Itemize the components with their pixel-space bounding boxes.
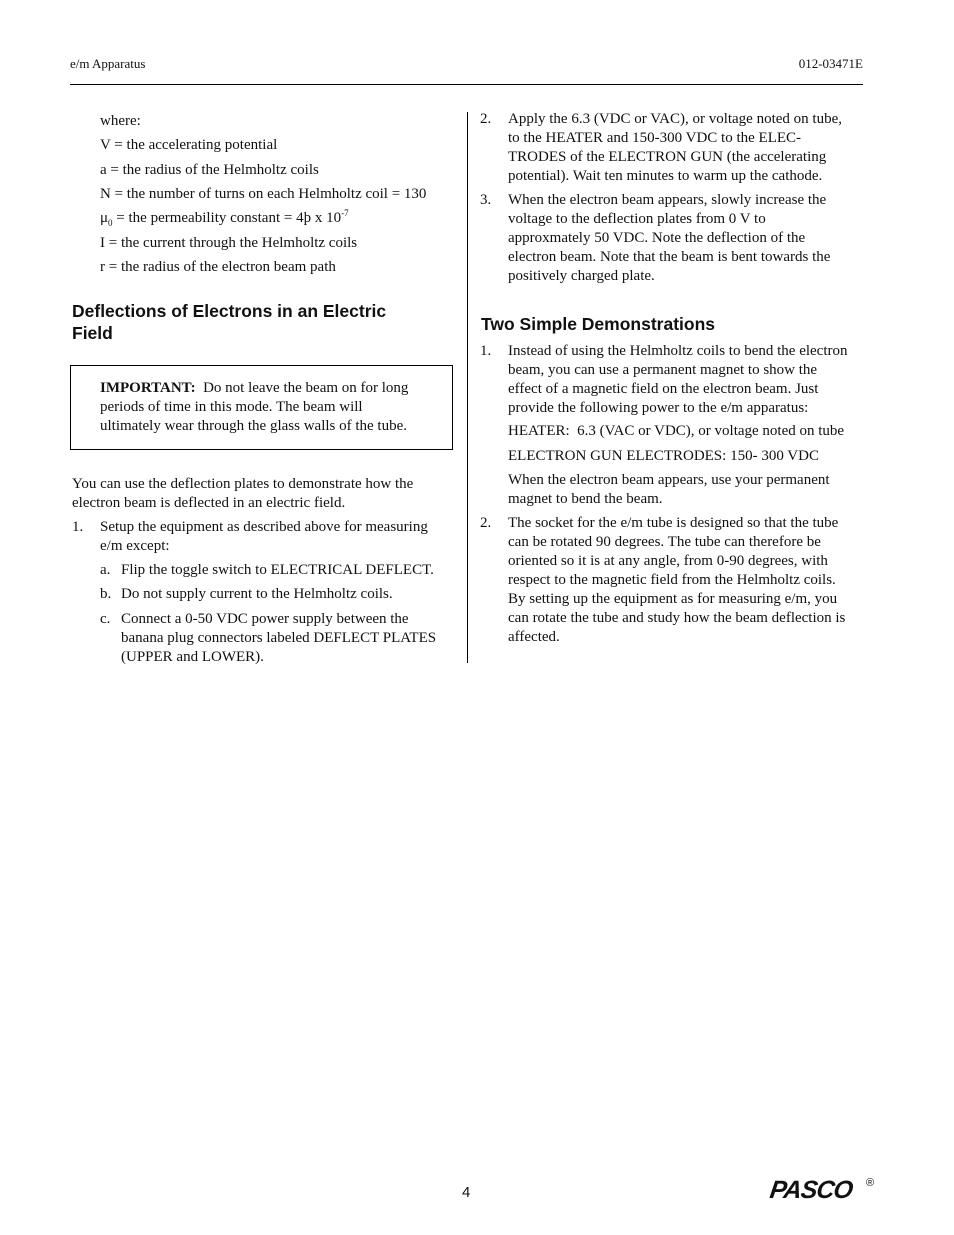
- item-line: magnet to bend the beam.: [508, 491, 663, 507]
- definition-r: r = the radius of the electron beam path: [100, 259, 336, 275]
- list-item-increase-voltage: [508, 191, 830, 286]
- list-item-apply-voltage: [508, 110, 842, 186]
- registered-mark: ®: [866, 1177, 875, 1189]
- intro-paragraph: [72, 475, 413, 513]
- where-label: where:: [100, 113, 141, 129]
- item-line: When the electron beam appears, use your permanent: [508, 472, 830, 488]
- list-number: 2.: [480, 111, 492, 127]
- mu-symbol: μ: [100, 210, 109, 226]
- definition-v: V = the accelerating potential: [100, 137, 278, 153]
- sub-item-no-current: Do not supply current to the Helmholtz coils.: [121, 586, 393, 602]
- page-number: 4: [462, 1184, 471, 1201]
- item-line: Setup the equipment as described above for measuring: [100, 519, 428, 535]
- item-line: oriented so it is at any angle, from 0-90 degrees, with: [508, 553, 828, 569]
- item-line: voltage to the deflection plates from 0 V to: [508, 211, 766, 227]
- item-line: respect to the magnetic field from the Helmholtz coils.: [508, 572, 836, 588]
- definition-n: N = the number of turns on each Helmholtz coil = 130: [100, 186, 427, 202]
- notice-line: [100, 379, 408, 398]
- mu-exponent: -7: [341, 208, 349, 218]
- item-line: Instead of using the Helmholtz coils to bend the electron: [508, 343, 848, 359]
- list-number: 1.: [480, 343, 492, 359]
- definition-a: a = the radius of the Helmholtz coils: [100, 162, 319, 178]
- item-line: Connect a 0-50 VDC power supply between the: [121, 611, 409, 627]
- notice-line: periods of time in this mode. The beam will: [100, 399, 363, 415]
- magnet-instruction: [508, 471, 830, 509]
- item-line: TRODES of the ELECTRON GUN (the accelerating: [508, 149, 827, 165]
- item-line: (UPPER and LOWER).: [121, 649, 264, 665]
- list-item-permanent-magnet: [508, 342, 848, 418]
- sub-item-label: c.: [100, 611, 111, 627]
- list-item-setup: [100, 518, 428, 556]
- sub-item-toggle: Flip the toggle switch to ELECTRICAL DEFLECT.: [121, 562, 434, 578]
- item-line: approxmately 50 VDC. Note the deflection of the: [508, 230, 806, 246]
- item-line: potential). Wait ten minutes to warm up the cathode.: [508, 168, 823, 184]
- item-line: The socket for the e/m tube is designed so that the tube: [508, 515, 839, 531]
- heading-line: Deflections of Electrons in an Electric: [72, 301, 387, 321]
- item-line: electron beam. Note that the beam is bent towards the: [508, 249, 831, 265]
- important-label: IMPORTANT:: [100, 380, 196, 396]
- pasco-logo: PASCO: [768, 1176, 855, 1204]
- definition-i: I = the current through the Helmholtz coils: [100, 235, 358, 251]
- mu-subscript: 0: [108, 218, 113, 228]
- item-line: beam, you can use a permanent magnet to show the: [508, 362, 818, 378]
- notice-first-line: Do not leave the beam on for long: [195, 380, 409, 396]
- item-line: can rotate the tube and study how the beam deflection is: [508, 610, 846, 626]
- heater-setting: HEATER: 6.3 (VAC or VDC), or voltage noted on tube: [508, 423, 845, 439]
- header-rule: [70, 84, 863, 85]
- item-line: positively charged plate.: [508, 268, 655, 284]
- important-notice-text: [100, 379, 408, 436]
- item-line: effect of a magnetic field on the electron beam. Just: [508, 381, 819, 397]
- item-line: to the HEATER and 150-300 VDC to the ELEC-: [508, 130, 802, 146]
- header-doc-number: 012-03471E: [798, 56, 863, 71]
- notice-line: ultimately wear through the glass walls of the tube.: [100, 418, 408, 434]
- item-line: can be rotated 90 degrees. The tube can therefore be: [508, 534, 821, 550]
- item-line: Apply the 6.3 (VDC or VAC), or voltage noted on tube,: [508, 111, 842, 127]
- item-line: By setting up the equipment as for measuring e/m, you: [508, 591, 838, 607]
- header-title: e/m Apparatus: [70, 56, 146, 71]
- section-heading-deflections: [72, 300, 386, 344]
- item-line: e/m except:: [100, 538, 170, 554]
- heading-line: Field: [72, 323, 113, 343]
- paragraph-line: electron beam is deflected in an electric field.: [72, 495, 346, 511]
- sub-item-label: a.: [100, 562, 111, 578]
- column-divider: [467, 112, 468, 663]
- list-number: 3.: [480, 192, 492, 208]
- sub-item-power-supply: [121, 610, 436, 667]
- item-line: banana plug connectors labeled DEFLECT PLATES: [121, 630, 437, 646]
- sub-item-label: b.: [100, 586, 112, 602]
- section-heading-demonstrations: Two Simple Demonstrations: [481, 314, 716, 334]
- item-line: provide the following power to the e/m apparatus:: [508, 400, 809, 416]
- item-line: affected.: [508, 629, 560, 645]
- list-number: 1.: [72, 519, 84, 535]
- definition-mu: [100, 209, 349, 228]
- electron-gun-setting: ELECTRON GUN ELECTRODES: 150- 300 VDC: [508, 448, 819, 464]
- item-line: When the electron beam appears, slowly increase the: [508, 192, 827, 208]
- paragraph-line: You can use the deflection plates to demonstrate how the: [72, 476, 414, 492]
- mu-text: = the permeability constant = 4þ x 10: [112, 210, 342, 226]
- list-number: 2.: [480, 515, 492, 531]
- list-item-rotate-tube: [508, 514, 845, 647]
